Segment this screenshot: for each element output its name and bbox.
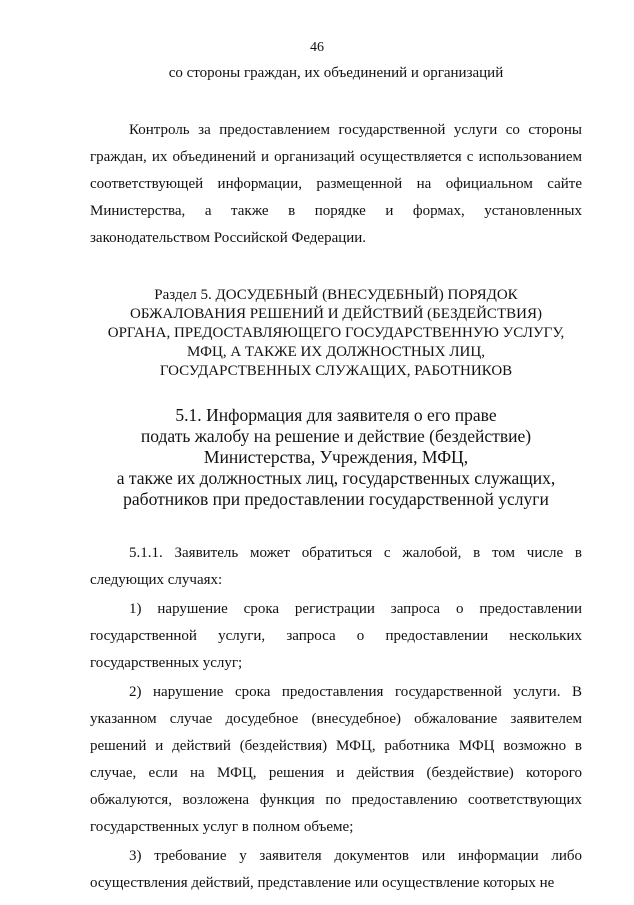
continuation-heading: со стороны граждан, их объединений и организаций [168,65,504,81]
paragraph-5-1-1: 5.1.1. Заявитель может обратиться с жалобой, в том числе в следующих случаях: [90,545,582,588]
spacer [90,381,582,405]
section-heading [90,286,582,381]
subsection-heading-line-4: а также их должностных лиц, государственных служащих, [116,468,556,488]
subsection-heading-line-5: работников при предоставлении государственной услуги [123,489,549,509]
spacer [90,510,582,540]
subsection-heading [90,405,582,510]
subsection-heading-line-2: подать жалобу на решение и действие (бездействие) [140,426,532,446]
section-heading-line-2: ОБЖАЛОВАНИЯ РЕШЕНИЙ И ДЕЙСТВИЙ (БЕЗДЕЙСТВИЯ) [130,306,542,322]
subsection-heading-line-3: Министерства, Учреждения, МФЦ, [203,447,469,467]
spacer [90,252,582,286]
section-heading-line-3: ОРГАНА, ПРЕДОСТАВЛЯЮЩЕГО ГОСУДАРСТВЕННУЮ УСЛУГУ, [107,325,565,341]
paragraph-control: Контроль за предоставлением государственной услуги со стороны граждан, их объединений и организаций осуществляется с использованием соответствующей информации, размещенной на официальном сайте Министерства, а также в порядке и формах, установленных законодательством Российской Федерации. [90,122,582,246]
section-heading-line-1: Раздел 5. ДОСУДЕБНЫЙ (ВНЕСУДЕБНЫЙ) ПОРЯДОК [154,287,518,303]
section-heading-line-5: ГОСУДАРСТВЕННЫХ СЛУЖАЩИХ, РАБОТНИКОВ [159,363,513,379]
list-item-1: 1) нарушение срока регистрации запроса о предоставлении государственной услуги, запроса о предоставлении нескольких государственных услуг; [90,601,582,671]
list-item-3: 3) требование у заявителя документов или информации либо осуществления действий, представление или осуществление которых не [90,848,582,891]
list-item-2: 2) нарушение срока предоставления государственной услуги. В указанном случае досудебное (внесудебное) обжалование заявителем решений и действий (бездействия) МФЦ, работника МФЦ возможно в случае, если на МФЦ, решения и действия (бездействие) которого обжалуются, возложена функция по предоставлению соответствующих государственных услуг в полном объеме; [90,684,582,835]
page-number: 46 [310,40,324,55]
page-content [90,61,582,897]
spacer [90,85,582,117]
section-heading-line-4: МФЦ, А ТАКЖЕ ИХ ДОЛЖНОСТНЫХ ЛИЦ, [187,344,485,360]
subsection-heading-line-1: 5.1. Информация для заявителя о его праве [175,405,497,425]
